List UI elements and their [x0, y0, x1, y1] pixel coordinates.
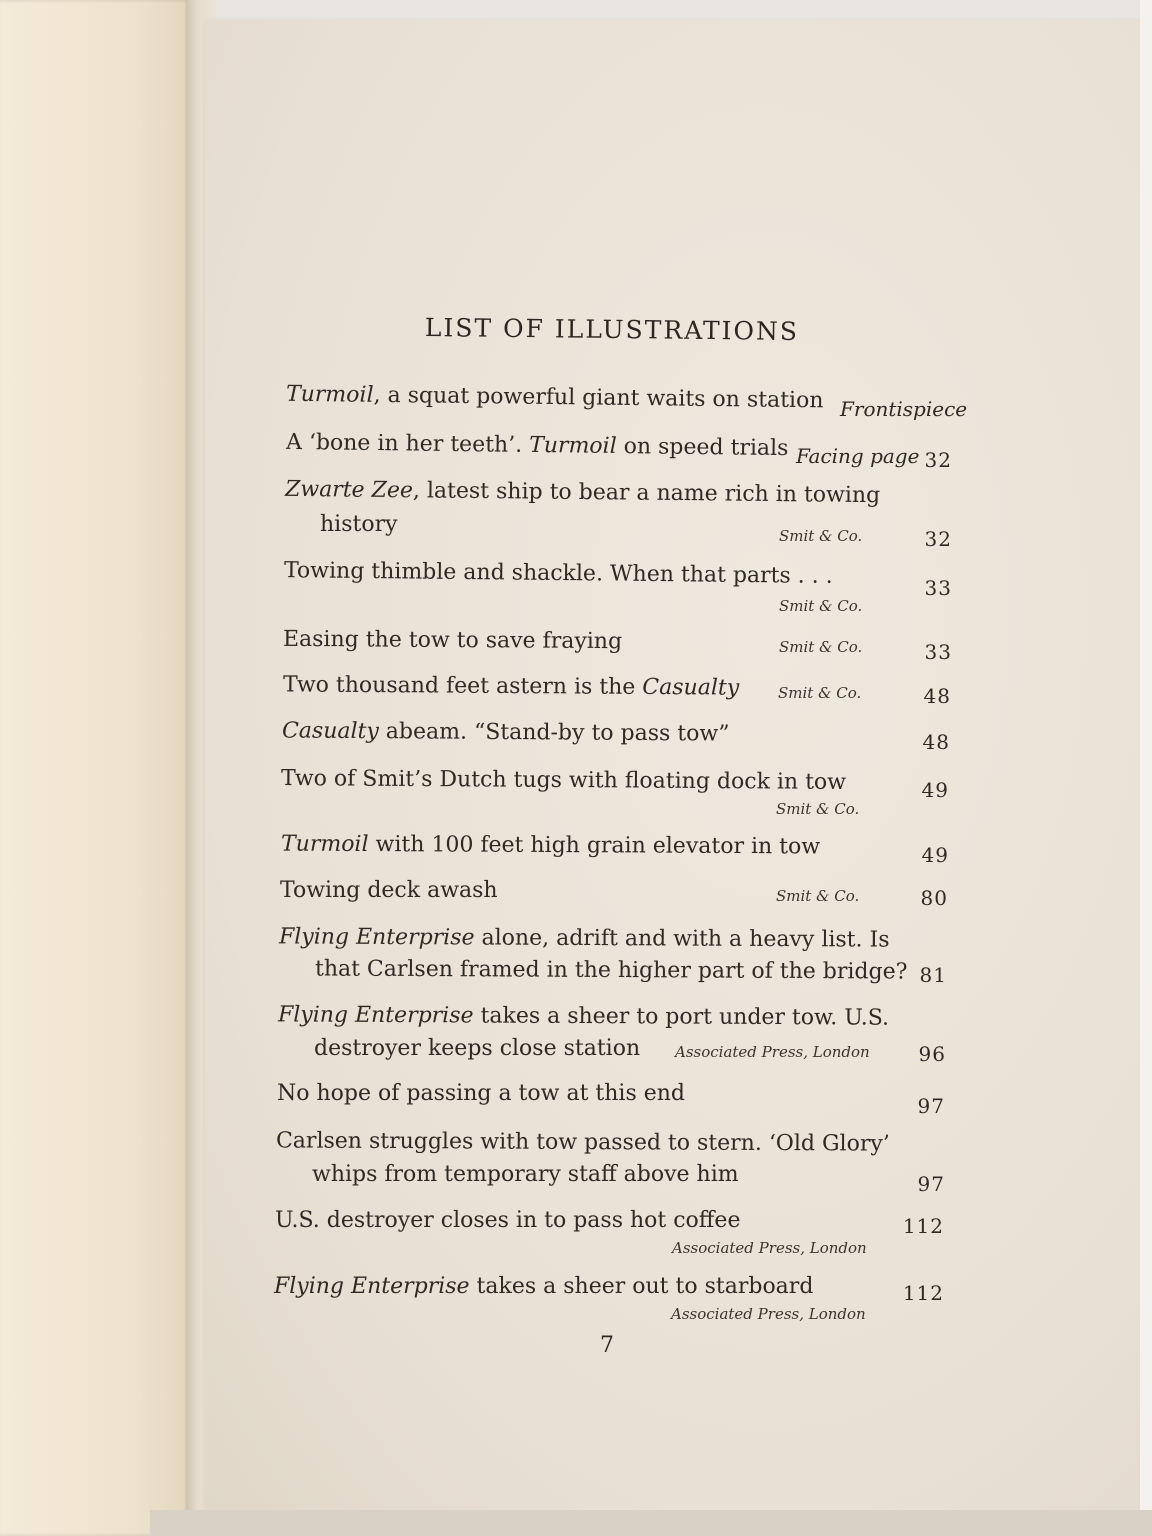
- ship-name: Casualty: [281, 718, 379, 745]
- list-item: [281, 832, 820, 861]
- page-number: 49: [921, 778, 949, 802]
- list-item: [283, 672, 739, 701]
- list-item: [285, 477, 880, 509]
- list-item: [278, 1002, 889, 1031]
- caption-continuation: destroyer keeps close station: [314, 1036, 641, 1061]
- page-number: 48: [923, 684, 951, 708]
- ship-name: Flying Enterprise: [274, 1274, 470, 1299]
- ship-name: Flying Enterprise: [278, 924, 475, 951]
- list-item: Towing thimble and shackle. When that parts . . .: [283, 558, 833, 589]
- ship-name: Turmoil: [280, 831, 369, 858]
- list-item: [286, 430, 789, 462]
- caption-text: , latest ship to bear a name rich in towing: [412, 478, 881, 509]
- page-number: 81: [919, 963, 947, 987]
- list-item: Towing deck awash: [280, 878, 498, 903]
- page-title: LIST OF ILLUSTRATIONS: [424, 313, 800, 346]
- photo-credit: Associated Press, London: [672, 1239, 867, 1257]
- caption-text: Two thousand feet astern is the: [282, 672, 643, 700]
- page-number: 48: [922, 730, 950, 754]
- caption-text: abeam. “Stand-by to pass tow”: [378, 719, 730, 747]
- caption-text: alone, adrift and with a heavy list. Is: [474, 925, 890, 953]
- list-item: [279, 924, 890, 953]
- list-item: [274, 1274, 813, 1300]
- photo-credit: Smit & Co.: [779, 527, 863, 545]
- page-number: 32: [924, 448, 952, 472]
- ship-name: Turmoil: [529, 432, 617, 459]
- caption-text: , a squat powerful giant waits on station: [373, 382, 824, 414]
- list-item: Easing the tow to save fraying: [282, 626, 623, 655]
- list-item: Carlsen struggles with tow passed to stern. ‘Old Glory’: [275, 1128, 890, 1157]
- list-item: No hope of passing a tow at this end: [277, 1081, 686, 1106]
- folio-page-number: 7: [600, 1333, 614, 1358]
- page-number: 33: [924, 576, 952, 600]
- page-number: 97: [917, 1172, 945, 1196]
- photo-credit: Smit & Co.: [776, 887, 860, 905]
- photo-credit: Smit & Co.: [779, 638, 863, 656]
- list-item: [286, 382, 824, 415]
- photo-credit: Smit & Co.: [778, 684, 862, 702]
- photo-credit: Associated Press, London: [675, 1043, 870, 1061]
- list-item: U.S. destroyer closes in to pass hot coffee: [275, 1208, 741, 1233]
- caption-continuation: history: [320, 512, 398, 537]
- list-item: Two of Smit’s Dutch tugs with floating dock in tow: [280, 766, 847, 795]
- ship-name: Turmoil: [285, 381, 374, 408]
- page-number: 49: [921, 843, 949, 867]
- caption-text: on speed trials: [616, 433, 789, 462]
- page-number: 97: [917, 1094, 945, 1118]
- page-number: 96: [918, 1042, 946, 1066]
- caption-text: takes a sheer to port under tow. U.S.: [473, 1003, 890, 1031]
- page-number: 112: [902, 1214, 944, 1238]
- photo-credit: Associated Press, London: [671, 1305, 866, 1323]
- page-number: 112: [902, 1281, 944, 1305]
- page-number: 80: [920, 886, 948, 910]
- caption-text: A ‘bone in her teeth’.: [285, 429, 530, 458]
- caption-text: with 100 feet high grain elevator in tow: [368, 832, 821, 860]
- ship-name: Zwarte Zee: [284, 476, 414, 504]
- page-number: 32: [924, 527, 952, 551]
- photo-credit: Smit & Co.: [779, 597, 863, 615]
- caption-text: takes a sheer out to starboard: [469, 1274, 814, 1299]
- list-item: [282, 718, 730, 747]
- caption-continuation: whips from temporary staff above him: [312, 1162, 739, 1187]
- photo-credit: Smit & Co.: [776, 800, 860, 818]
- facing-label: Facing page: [796, 444, 920, 468]
- ship-name: Flying Enterprise: [277, 1002, 474, 1029]
- page-number: 33: [924, 640, 952, 664]
- caption-continuation: that Carlsen framed in the higher part of the bridge?: [314, 956, 908, 985]
- ship-name: Casualty: [642, 674, 740, 701]
- facing-label: Frontispiece: [840, 397, 968, 421]
